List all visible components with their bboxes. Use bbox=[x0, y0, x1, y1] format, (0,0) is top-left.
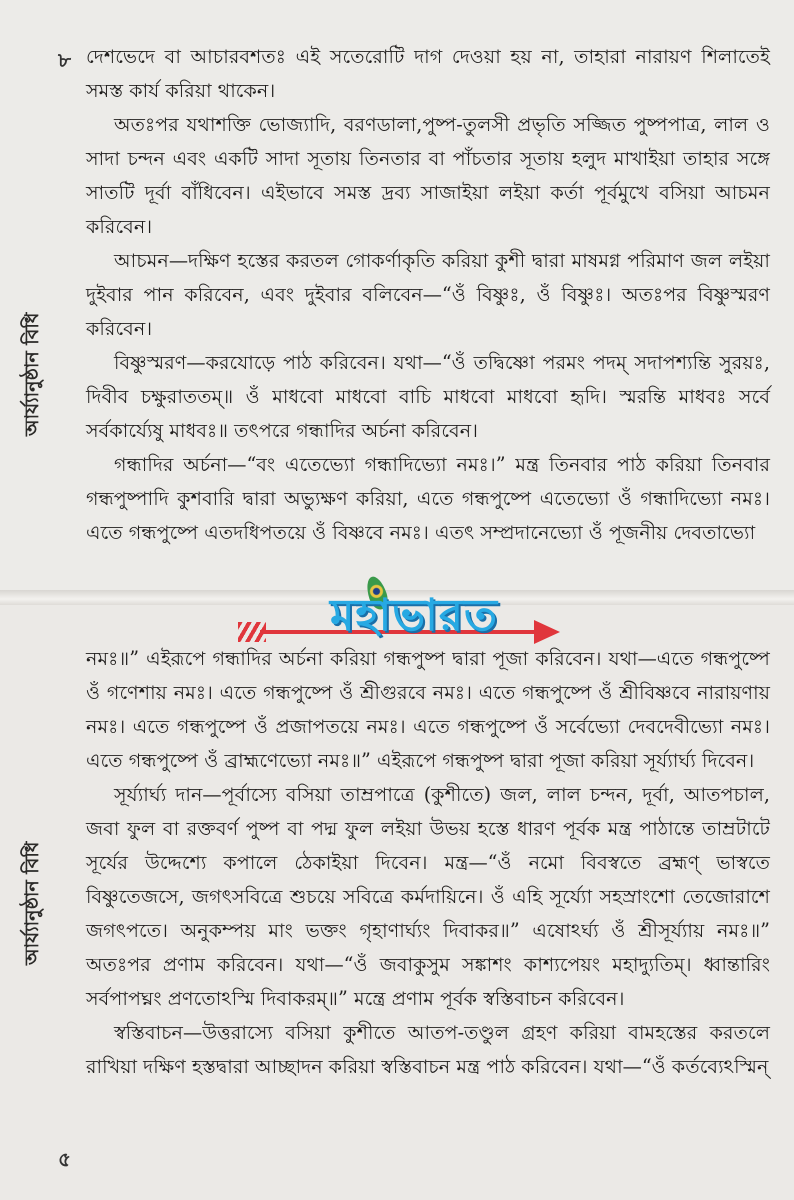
watermark-logo bbox=[238, 576, 560, 672]
paragraph: বিষ্ণুস্মরণ—করযোড়ে পাঠ করিবেন। যথা—“ওঁ তদ্বিষ্ণো পরমং পদম্ সদাপশ্যন্তি সুরয়ঃ, দিবীব চক্ষুরাততম্॥ ওঁ মাধবো মাধবো বাচি মাধবো মাধবো হৃদি। স্মরন্তি মাধবঃ সর্বে সর্বকার্য্যেষু মাধবঃ॥ তৎপরে গন্ধাদির অর্চনা করিবেন। bbox=[86, 351, 770, 442]
watermark-text: মহাভারত bbox=[330, 590, 499, 641]
paragraph: সূর্য্যার্ঘ্য দান—পূর্বাস্যে বসিয়া তাম্রপাত্রে (কুশীতে) জল, লাল চন্দন, দূর্বা, আতপচাল, জবা ফুল বা রক্তবর্ণ পুষ্প বা পদ্ম ফুল লইয়া উভয় হস্তে ধারণ পূর্বক মন্ত্র পাঠান্তে তাম্রটাটে সূর্যের উদ্দেশ্যে কপালে ঠেকাইয়া দিবেন। মন্ত্র—“ওঁ নমো বিবস্বতে ব্রহ্মণ্ ভাস্বতে বিষ্ণুতেজসে, জগৎসবিত্রে শুচয়ে সবিত্রে কর্মদায়িনে। ওঁ এহি সূর্য্যো সহস্রাংশো তেজোরাশে জগৎপতে। অনুকম্পয় মাং ভক্তং গৃহাণার্ঘ্যং দিবাকর॥” এষোঽর্ঘ্য ওঁ শ্রীসূর্য্যায় নমঃ॥” অতঃপর প্রণাম করিবেন। যথা—“ওঁ জবাকুসুম সঙ্কাশং কাশ্যপেয়ং মহাদ্যুতিম্। ধ্বান্তারিং সর্বপাপঘ্নং প্রণতোঽস্মি দিবাকরম্॥” মন্ত্রে প্রণাম পূর্বক স্বস্তিবাচন করিবেন। bbox=[86, 783, 770, 1010]
page-5 bbox=[0, 605, 794, 1200]
page-number: ৮ bbox=[58, 48, 71, 72]
paragraph: নমঃ॥” এইরূপে গন্ধাদির অর্চনা করিয়া গন্ধপুষ্প দ্বারা পূজা করিবেন। যথা—এতে গন্ধপুষ্পে ওঁ গণেশায় নমঃ। এতে গন্ধপুষ্পে ওঁ শ্রীগুরবে নমঃ। এতে গন্ধপুষ্পে ওঁ শ্রীবিষ্ণবে নারায়ণায় নমঃ। এতে গন্ধপুষ্পে ওঁ প্রজাপতয়ে নমঃ। এতে গন্ধপুষ্পে ওঁ সর্বেভ্যো দেবদেবীভ্যো নমঃ। এতে গন্ধপুষ্পে ওঁ ব্রাহ্মণেভ্যো নমঃ॥” এইরূপে গন্ধপুষ্প দ্বারা পূজা করিয়া সূর্য্যার্ঘ্য দিবেন। bbox=[86, 647, 770, 772]
page-8 bbox=[0, 0, 794, 590]
paragraph: আচমন—দক্ষিণ হস্তের করতল গোকর্ণাকৃতি করিয়া কুশী দ্বারা মাষমগ্ন পরিমাণ জল লইয়া দুইবার পান করিবেন, এবং দুইবার বলিবেন—“ওঁ বিষ্ণুঃ, ওঁ বিষ্ণুঃ। অতঃপর বিষ্ণুস্মরণ করিবেন। bbox=[86, 249, 770, 340]
paragraph: স্বস্তিবাচন—উত্তরাস্যে বসিয়া কুশীতে আতপ-তণ্ডুল গ্রহণ করিয়া বামহস্তের করতলে রাখিয়া দক্ষিণ হস্তদ্বারা আচ্ছাদন করিয়া স্বস্তিবাচন মন্ত্র পাঠ করিবেন। যথা—“ওঁ কর্তব্যেঽস্মিন্ bbox=[86, 1021, 770, 1078]
running-header: আর্য্যানুষ্ঠান বিধি bbox=[21, 841, 43, 965]
paragraph: অতঃপর যথাশক্তি ভোজ্যাদি, বরণডালা,পুষ্প-তুলসী প্রভৃতি সজ্জিত পুষ্পপাত্র, লাল ও সাদা চন্দন এবং একটি সাদা সূতায় তিনতার বা পাঁচতার সূতায় হলুদ মাখাইয়া তাহার সঙ্গে সাতটি দূর্বা বাঁধিবেন। এইভাবে সমস্ত দ্রব্য সাজাইয়া লইয়া কর্তা পূর্বমুখে বসিয়া আচমন করিবেন। bbox=[86, 113, 770, 238]
body-text bbox=[86, 642, 770, 1084]
paragraph: গন্ধাদির অর্চনা—“বং এতেভ্যো গন্ধাদিভ্যো নমঃ।” মন্ত্র তিনবার পাঠ করিয়া তিনবার গন্ধপুষ্পাদি কুশবারি দ্বারা অভ্যুক্ষণ করিয়া, এতে গন্ধপুষ্পে এতেভ্যো ওঁ গন্ধাদিভ্যো নমঃ। এতে গন্ধপুষ্পে এতদধিপতয়ে ওঁ বিষ্ণবে নমঃ। এতৎ সম্প্রদানেভ্যো ওঁ পূজনীয় দেবতাভ্যো bbox=[86, 453, 770, 544]
running-header: আর্য্যানুষ্ঠান বিধি bbox=[21, 312, 43, 436]
body-text bbox=[86, 40, 770, 550]
paragraph: দেশভেদে বা আচারবশতঃ এই সতেরোটি দাগ দেওয়া হয় না, তাহারা নারায়ণ শিলাতেই সমস্ত কার্য করিয়া থাকেন। bbox=[86, 45, 770, 102]
page-number: ৫ bbox=[58, 1147, 71, 1171]
